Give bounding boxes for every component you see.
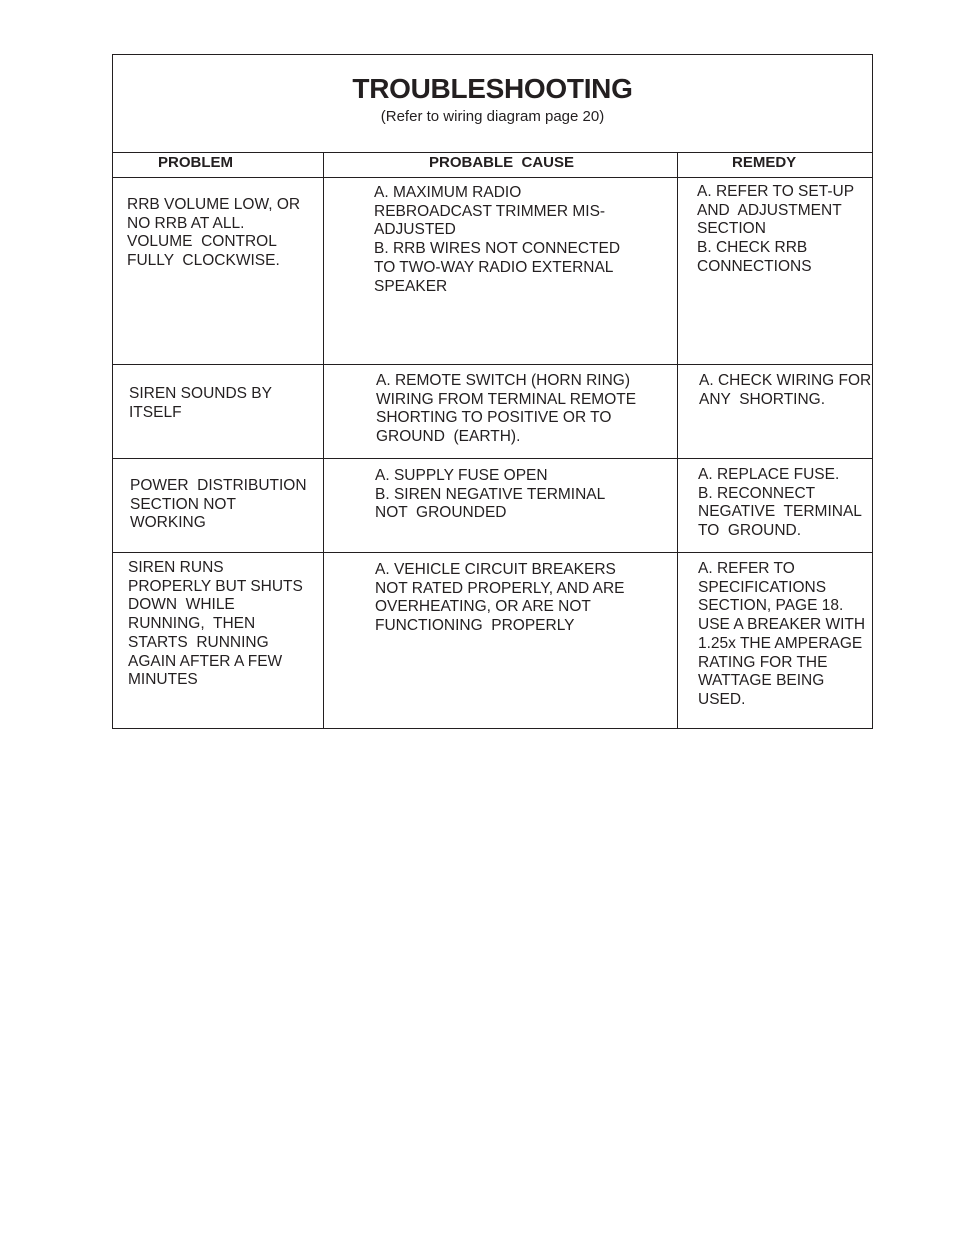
column-header-problem: PROBLEM (158, 154, 233, 171)
problem-cell (129, 385, 272, 422)
page-title: TROUBLESHOOTING (352, 73, 633, 104)
remedy-cell (699, 372, 871, 409)
page-subtitle: (Refer to wiring diagram page 20) (380, 108, 605, 125)
text-line: CONNECTIONS (697, 257, 812, 275)
text-line: RUNNING, THEN (128, 615, 256, 633)
text-line: STARTS RUNNING (128, 633, 269, 651)
column-header-cause: PROBABLE CAUSE (429, 154, 575, 171)
text-line: AND ADJUSTMENT (697, 201, 842, 219)
text-line: ADJUSTED (374, 221, 456, 239)
troubleshooting-table (112, 54, 873, 729)
text-line: FULLY CLOCKWISE. (127, 252, 280, 270)
text-line: DOWN WHILE (128, 596, 235, 614)
problem-cell (130, 477, 307, 533)
remedy-cell (698, 466, 862, 541)
divider (323, 152, 324, 729)
text-line: ANY SHORTING. (699, 390, 826, 408)
text-line: REBROADCAST TRIMMER MIS- (374, 202, 606, 220)
text-line: SIREN SOUNDS BY (129, 385, 272, 402)
text-line: A. REFER TO (698, 560, 795, 577)
divider (113, 458, 872, 459)
text-line: SPEAKER (374, 277, 448, 295)
text-line: AGAIN AFTER A FEW (128, 652, 283, 670)
text-line: NO RRB AT ALL. (127, 214, 245, 232)
divider (677, 152, 678, 729)
text-line: ITSELF (129, 403, 182, 421)
divider (113, 152, 872, 153)
text-line: WORKING (130, 514, 206, 532)
text-line: B. RECONNECT (698, 484, 816, 502)
text-line: VOLUME CONTROL (127, 233, 277, 251)
problem-cell (128, 559, 303, 690)
text-line: USED. (698, 690, 746, 708)
text-line: B. CHECK RRB (697, 239, 808, 257)
text-line: MINUTES (128, 671, 198, 689)
text-line: GROUND (EARTH). (376, 428, 521, 446)
text-line: TO GROUND. (698, 522, 802, 540)
text-line: A. VEHICLE CIRCUIT BREAKERS (375, 561, 616, 578)
text-line: SHORTING TO POSITIVE OR TO (376, 409, 612, 427)
text-line: TO TWO-WAY RADIO EXTERNAL (374, 258, 614, 276)
remedy-cell (697, 183, 854, 277)
text-line: A. MAXIMUM RADIO (374, 184, 522, 201)
text-line: A. REFER TO SET-UP (697, 183, 855, 200)
text-line: A. CHECK WIRING FOR (699, 372, 872, 389)
text-line: USE A BREAKER WITH (698, 616, 866, 634)
text-line: B. SIREN NEGATIVE TERMINAL (375, 485, 606, 503)
text-line: A. REMOTE SWITCH (HORN RING) (376, 372, 631, 389)
text-line: A. REPLACE FUSE. (698, 466, 840, 483)
text-line: WATTAGE BEING (698, 672, 825, 690)
cause-cell (375, 467, 605, 523)
text-line: NEGATIVE TERMINAL (698, 503, 862, 521)
text-line: FUNCTIONING PROPERLY (375, 617, 575, 635)
text-line: NOT GROUNDED (375, 504, 507, 522)
text-line: SECTION NOT (130, 495, 236, 513)
remedy-cell (698, 560, 865, 710)
text-line: SPECIFICATIONS (698, 578, 827, 596)
text-line: B. RRB WIRES NOT CONNECTED (374, 240, 621, 258)
divider (113, 364, 872, 365)
cause-cell (375, 561, 625, 636)
text-line: SIREN RUNS (128, 559, 224, 576)
text-line: OVERHEATING, OR ARE NOT (375, 598, 591, 616)
text-line: RRB VOLUME LOW, OR (127, 196, 301, 213)
text-line: WIRING FROM TERMINAL REMOTE (376, 390, 637, 408)
cause-cell (374, 184, 620, 296)
divider (113, 177, 872, 178)
text-line: SECTION (697, 220, 766, 238)
text-line: NOT RATED PROPERLY, AND ARE (375, 579, 625, 597)
text-line: POWER DISTRIBUTION (130, 477, 307, 494)
cause-cell (376, 372, 636, 447)
column-header-remedy: REMEDY (732, 154, 797, 171)
text-line: 1.25x THE AMPERAGE (698, 634, 863, 652)
problem-cell (127, 196, 300, 271)
text-line: SECTION, PAGE 18. (698, 597, 844, 615)
text-line: RATING FOR THE (698, 653, 828, 671)
text-line: PROPERLY BUT SHUTS (128, 577, 303, 595)
divider (113, 552, 872, 553)
text-line: A. SUPPLY FUSE OPEN (375, 467, 548, 484)
